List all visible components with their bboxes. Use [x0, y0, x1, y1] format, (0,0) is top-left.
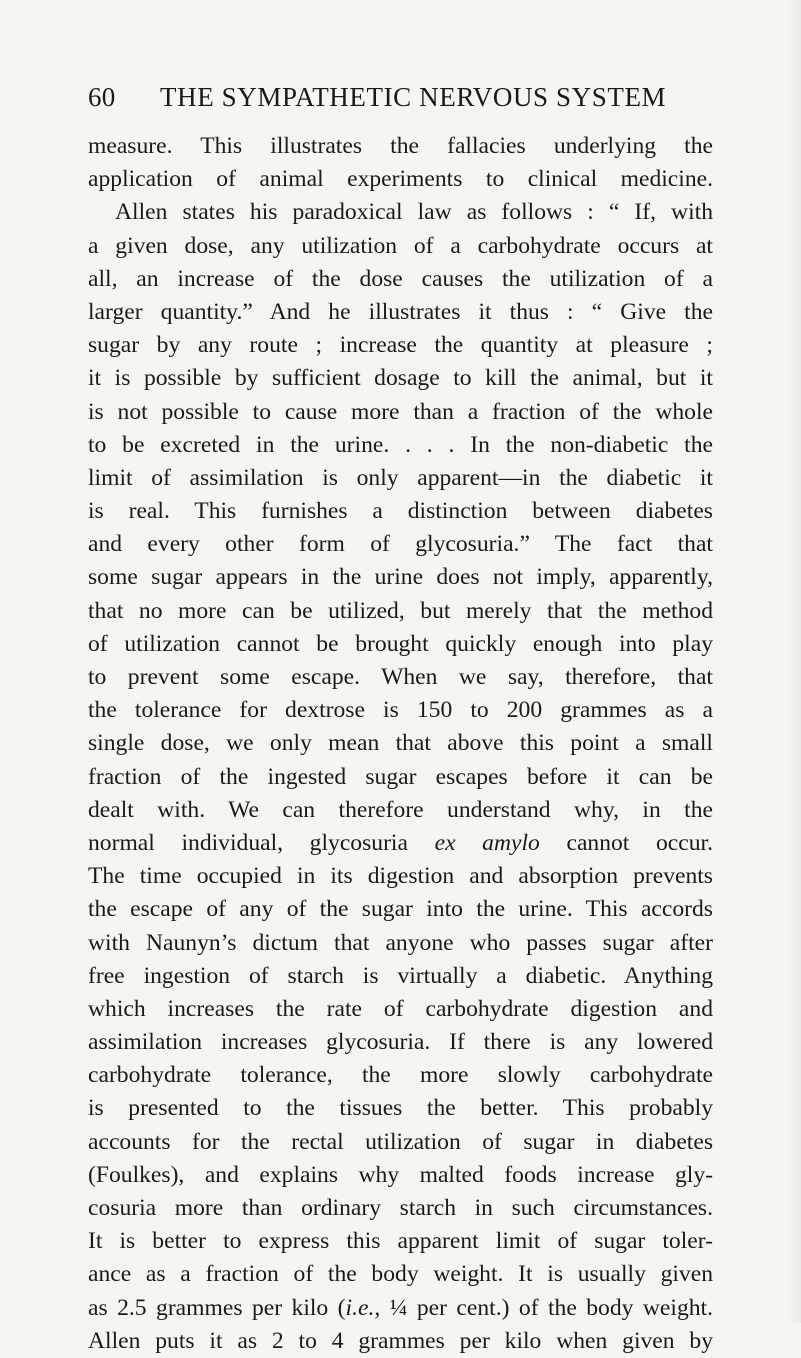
text-line: accounts for the rectal utilization of sugar in diabetes [88, 1128, 713, 1155]
text-line: The time occupied in its digestion and absorption prevents [88, 863, 713, 890]
text-line: Allen puts it as 2 to 4 grammes per kilo when given by [88, 1327, 713, 1354]
text-line: (Foulkes), and explains why malted foods increase gly- [88, 1161, 713, 1188]
text-line: some sugar appears in the urine does not imply, apparently, [88, 564, 713, 591]
text-line: single dose, we only mean that above this point a small [88, 730, 713, 757]
text-line: It is better to express this apparent limit of sugar toler- [88, 1228, 713, 1255]
running-title: THE SYMPATHETIC NERVOUS SYSTEM [160, 82, 667, 112]
text-line: Allen states his paradoxical law as follows : “ If, with [115, 199, 713, 226]
text-line: a given dose, any utilization of a carbohydrate occurs at [88, 232, 713, 259]
text-line: of utilization cannot be brought quickly enough into play [88, 630, 713, 657]
text-line: cosuria more than ordinary starch in such circumstances. [88, 1195, 713, 1221]
text-line: sugar by any route ; increase the quantity at pleasure ; [88, 332, 713, 359]
text-line: dealt with. We can therefore understand why, in the [88, 796, 713, 823]
text-line: to be excreted in the urine. . . . In the non-diabetic the [88, 431, 713, 458]
text-line: assimilation increases glycosuria. If there is any lowered [88, 1029, 713, 1056]
text-line: application of animal experiments to clinical medicine. [88, 166, 713, 193]
text-line: the tolerance for dextrose is 150 to 200 grammes as a [88, 697, 713, 724]
text-line: larger quantity.” And he illustrates it thus : “ Give the [88, 298, 713, 325]
text-line: normal individual, glycosuria ex amylo cannot occur. [88, 829, 713, 856]
text-line: as 2.5 grammes per kilo (i.e., ¼ per cent.) of the body weight. [88, 1294, 713, 1321]
text-line: that no more can be utilized, but merely that the method [88, 597, 713, 624]
text-line: and every other form of glycosuria.” The fact that [88, 531, 713, 558]
body-text [88, 130, 713, 1358]
text-line: limit of assimilation is only apparent—in the diabetic it [88, 464, 713, 491]
page-edge-shadow [787, 0, 801, 1323]
text-line: which increases the rate of carbohydrate digestion and [88, 995, 713, 1022]
running-head [88, 82, 713, 112]
text-line: measure. This illustrates the fallacies underlying the [88, 133, 713, 159]
text-line: free ingestion of starch is virtually a diabetic. Anything [88, 962, 713, 989]
text-line: it is possible by sufficient dosage to kill the animal, but it [88, 365, 713, 392]
text-line: the escape of any of the sugar into the urine. This accords [88, 896, 713, 923]
text-line: is real. This furnishes a distinction between diabetes [88, 498, 713, 525]
text-line: carbohydrate tolerance, the more slowly carbohydrate [88, 1062, 713, 1089]
page-number: 60 [88, 82, 116, 112]
text-line: is not possible to cause more than a fraction of the whole [88, 398, 713, 425]
text-line: is presented to the tissues the better. This probably [88, 1095, 713, 1122]
text-line: with Naunyn’s dictum that anyone who passes sugar after [88, 929, 713, 956]
text-line: fraction of the ingested sugar escapes before it can be [88, 763, 713, 790]
text-line: ance as a fraction of the body weight. It is usually given [88, 1261, 713, 1288]
text-line: to prevent some escape. When we say, therefore, that [88, 664, 713, 690]
text-line: all, an increase of the dose causes the utilization of a [88, 265, 713, 292]
